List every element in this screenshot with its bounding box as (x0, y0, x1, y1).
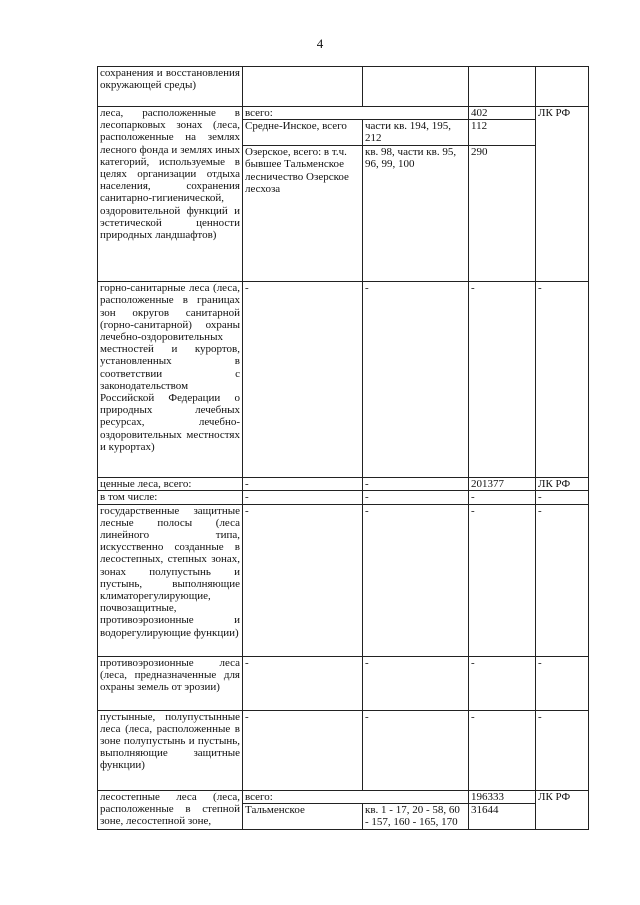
quarters-cell: кв. 1 - 17, 20 - 58, 60 - 157, 160 - 165, 170 (363, 803, 469, 829)
area-cell: 31644 (469, 803, 536, 829)
table-row (98, 504, 589, 656)
category-cell: противоэрозионные леса (леса, предназначенные для охраны земель от эрозии) (98, 656, 243, 710)
area-cell: 196333 (469, 790, 536, 803)
category-cell: леса, расположенные в лесопарковых зонах (леса, расположенные на землях лесного фонда и землях иных категорий, используемые в целях организации отдыха населения, сохранения санитарно-гигиенической, оздоровительной функций и эстетической ценности природных ландшафтов) (98, 107, 243, 282)
location-cell: Тальменское (243, 803, 363, 829)
category-cell: сохранения и восстановления окружающей среды) (98, 67, 243, 107)
area-cell: - (469, 656, 536, 710)
table-row (98, 282, 589, 478)
basis-cell: - (536, 656, 589, 710)
category-cell: лесостепные леса (леса, расположенные в степной зоне, лесостепной зоне, (98, 790, 243, 829)
table-row (98, 790, 589, 803)
area-cell: 112 (469, 120, 536, 146)
category-cell: горно-санитарные леса (леса, расположенные в границах зон округов санитарной (горно-санитарной) охраны лечебно-оздоровительных местностей и курортов, установленных в соответствии с законодательством Российской Федерации о природных лечебных ресурсах, лечебно-оздоровительных местностях и курортах) (98, 282, 243, 478)
basis-cell: - (536, 710, 589, 790)
location-cell: - (243, 504, 363, 656)
area-cell (469, 67, 536, 107)
quarters-cell: - (363, 478, 469, 491)
table-row (98, 710, 589, 790)
quarters-cell: - (363, 491, 469, 504)
table-row (98, 478, 589, 491)
location-cell: Озерское, всего: в т.ч. бывшее Тальменское лесничество Озерское лесхоза (243, 146, 363, 282)
basis-cell: - (536, 504, 589, 656)
quarters-cell: - (363, 656, 469, 710)
table-row (98, 656, 589, 710)
location-cell: - (243, 656, 363, 710)
total-label-cell: всего: (243, 790, 469, 803)
quarters-cell: части кв. 194, 195, 212 (363, 120, 469, 146)
category-cell: в том числе: (98, 491, 243, 504)
category-cell: государственные защитные лесные полосы (леса линейного типа, искусственно созданные в лесостепных, степных зонах, зонах полупустынь и пустынь, выполняющие климаторегулирующие, почвозащитные, противоэрозионные и водорегулирующие функции) (98, 504, 243, 656)
location-cell: - (243, 710, 363, 790)
basis-cell: ЛК РФ (536, 790, 589, 829)
basis-cell: ЛК РФ (536, 478, 589, 491)
quarters-cell: кв. 98, части кв. 95, 96, 99, 100 (363, 146, 469, 282)
quarters-cell: - (363, 710, 469, 790)
basis-cell: - (536, 282, 589, 478)
table-row (98, 107, 589, 120)
area-cell: 201377 (469, 478, 536, 491)
basis-cell (536, 67, 589, 107)
table-row (98, 67, 589, 107)
location-cell: Средне-Инское, всего (243, 120, 363, 146)
area-cell: - (469, 710, 536, 790)
area-cell: 402 (469, 107, 536, 120)
category-cell: пустынные, полупустынные леса (леса, расположенные в зоне полупустынь и пустынь, выполняющие защитные функции) (98, 710, 243, 790)
table-row (98, 491, 589, 504)
basis-cell: - (536, 491, 589, 504)
quarters-cell: - (363, 282, 469, 478)
page-number: 4 (316, 36, 324, 51)
quarters-cell (363, 67, 469, 107)
area-cell: - (469, 282, 536, 478)
location-cell (243, 67, 363, 107)
location-cell: - (243, 491, 363, 504)
area-cell: - (469, 504, 536, 656)
protective-forests-table (97, 66, 589, 830)
area-cell: 290 (469, 146, 536, 282)
quarters-cell: - (363, 504, 469, 656)
location-cell: - (243, 478, 363, 491)
basis-cell: ЛК РФ (536, 107, 589, 282)
category-cell: ценные леса, всего: (98, 478, 243, 491)
area-cell: - (469, 491, 536, 504)
total-label-cell: всего: (243, 107, 469, 120)
location-cell: - (243, 282, 363, 478)
